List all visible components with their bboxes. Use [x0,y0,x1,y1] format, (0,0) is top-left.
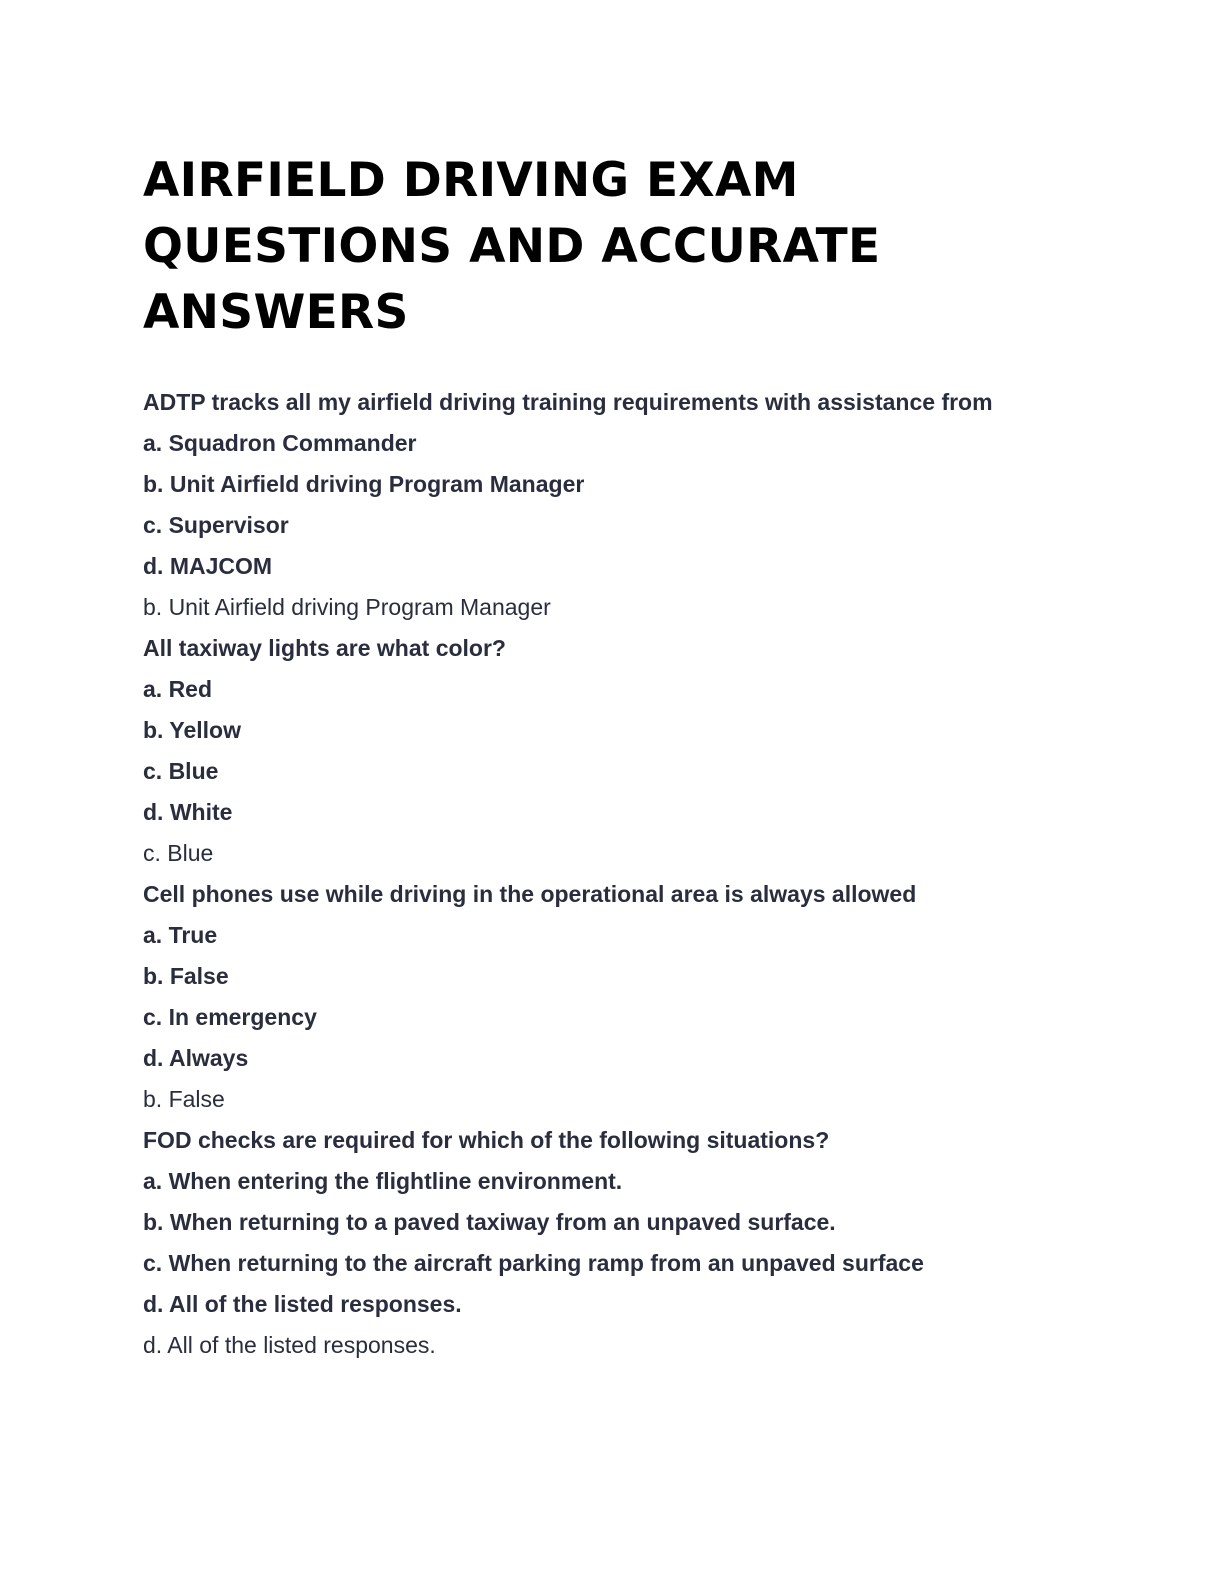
question-block-3 [143,874,1103,1120]
answer-text: b. False [143,1086,225,1112]
option-a: a. True [143,922,218,948]
document-title: AIRFIELD DRIVING EXAM QUESTIONS AND ACCURATE ANSWERS [143,153,881,340]
question-text: ADTP tracks all my airfield driving training requirements with assistance from [143,389,993,415]
question-text: FOD checks are required for which of the following situations? [143,1127,830,1153]
option-c: c. In emergency [143,1004,317,1030]
option-a: a. When entering the flightline environment. [143,1168,623,1194]
answer-text: b. Unit Airfield driving Program Manager [143,594,551,620]
question-text: All taxiway lights are what color? [143,635,506,661]
question-block-2 [143,628,1103,874]
question-block-1 [143,382,1103,628]
option-c: c. Blue [143,758,219,784]
option-d: d. Always [143,1045,249,1071]
option-d: d. White [143,799,233,825]
option-b: b. When returning to a paved taxiway from an unpaved surface. [143,1209,836,1235]
option-a: a. Red [143,676,213,702]
question-text: Cell phones use while driving in the operational area is always allowed [143,881,917,907]
option-c: c. When returning to the aircraft parking ramp from an unpaved surface [143,1250,924,1276]
document-page [143,148,1103,1366]
answer-text: d. All of the listed responses. [143,1332,436,1358]
option-d: d. MAJCOM [143,553,273,579]
option-c: c. Supervisor [143,512,289,538]
option-b: b. Yellow [143,717,241,743]
option-b: b. Unit Airfield driving Program Manager [143,471,585,497]
answer-text: c. Blue [143,840,214,866]
option-d: d. All of the listed responses. [143,1291,462,1317]
option-b: b. False [143,963,229,989]
question-list [143,382,1103,1366]
option-a: a. Squadron Commander [143,430,417,456]
question-block-4 [143,1120,1103,1366]
